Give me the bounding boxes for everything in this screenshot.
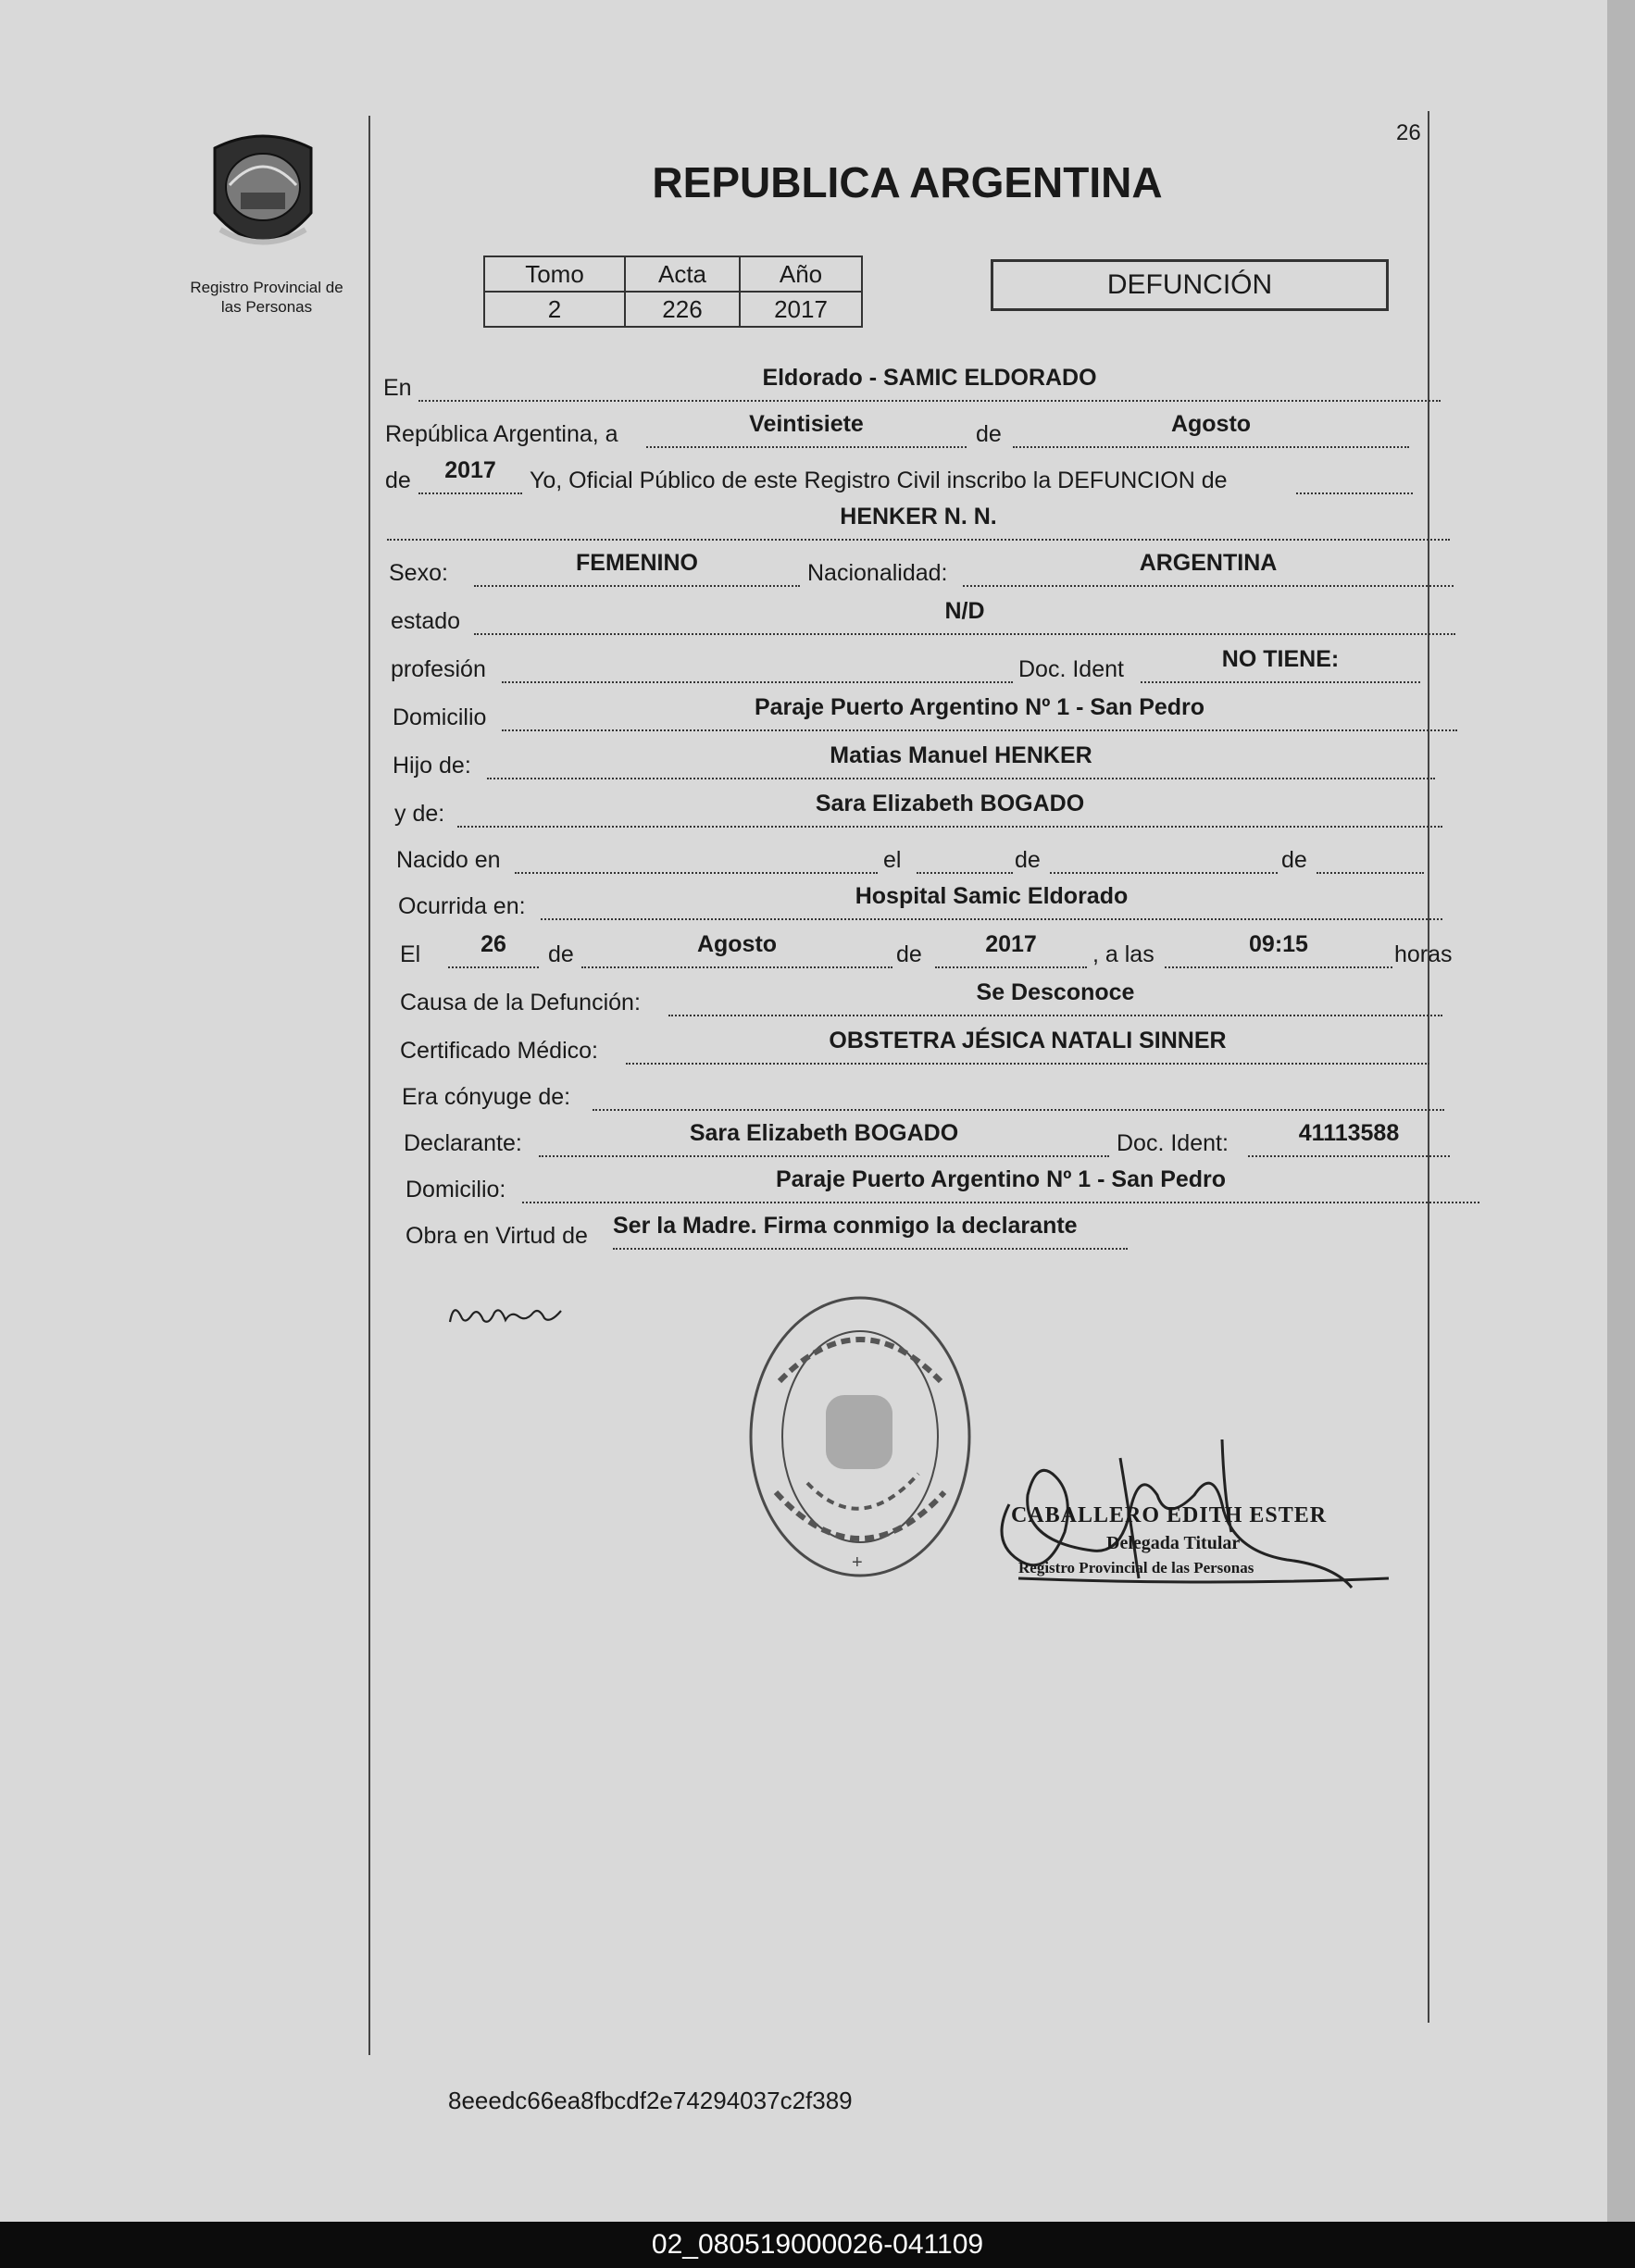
tomo-header: Tomo (484, 256, 625, 292)
nacido-el-label: el (883, 847, 902, 873)
row-domicilio (0, 694, 1635, 735)
record-table-value-row (484, 292, 862, 327)
nacido-label: Nacido en (396, 847, 501, 873)
anio-value: 2017 (740, 292, 862, 327)
nacido-dia-field (917, 837, 1013, 874)
obra-label: Obra en Virtud de (406, 1223, 588, 1249)
causa-field: Se Desconoce (668, 979, 1442, 1016)
day-words-field: Veintisiete (646, 411, 967, 448)
nacido-anio-field (1317, 837, 1424, 874)
alas-label: , a las (1092, 941, 1154, 967)
tomo-value: 2 (484, 292, 625, 327)
registry-stamp (743, 1289, 978, 1585)
month-field: Agosto (1013, 411, 1409, 448)
death-time-field: 09:15 (1165, 931, 1392, 968)
row-deceased-name (0, 504, 1635, 544)
row-hijo-de (0, 742, 1635, 783)
death-month-field: Agosto (581, 931, 892, 968)
domicilio-field: Paraje Puerto Argentino Nº 1 - San Pedro (502, 694, 1457, 731)
row-domicilio2 (0, 1166, 1635, 1207)
official-org: Registro Provincial de las Personas (1018, 1559, 1254, 1576)
nacido-de1-label: de (1015, 847, 1041, 873)
hijo-de-label: Hijo de: (393, 753, 471, 779)
registry-label-line1: Registro Provincial de (190, 279, 343, 296)
nacido-de2-label: de (1281, 847, 1307, 873)
row-republica (0, 411, 1635, 452)
domicilio2-field: Paraje Puerto Argentino Nº 1 - San Pedro (522, 1166, 1479, 1203)
death-year-field: 2017 (935, 931, 1087, 968)
death-de2-label: de (896, 941, 922, 967)
row-obra (0, 1213, 1635, 1253)
acta-header: Acta (625, 256, 740, 292)
registry-label-line2: las Personas (220, 298, 313, 316)
conyuge-field (593, 1074, 1444, 1111)
hijo-de-field: Matias Manuel HENKER (487, 742, 1435, 779)
nacionalidad-label: Nacionalidad: (807, 560, 948, 586)
deceased-name-field: HENKER N. N. (387, 504, 1450, 541)
certificado-label: Certificado Médico: (400, 1038, 598, 1064)
row-statement (0, 457, 1635, 498)
row-ocurrida (0, 883, 1635, 924)
row-certificado (0, 1028, 1635, 1068)
domicilio2-label: Domicilio: (406, 1177, 506, 1203)
nacido-en-field (515, 837, 878, 874)
nacido-mes-field (1050, 837, 1278, 874)
el-label: El (400, 941, 421, 967)
statement-text: Yo, Oficial Público de este Registro Civil inscribo la DEFUNCION de (530, 467, 1228, 493)
year-prefix-label: de (385, 467, 411, 493)
year-field: 2017 (418, 457, 522, 494)
profesion-label: profesión (391, 656, 486, 682)
declarante-field: Sara Elizabeth BOGADO (539, 1120, 1109, 1157)
row-conyuge (0, 1078, 1635, 1115)
ocurrida-field: Hospital Samic Eldorado (541, 883, 1442, 920)
row-fecha-hora (0, 931, 1635, 972)
record-table (483, 255, 863, 328)
y-de-field: Sara Elizabeth BOGADO (457, 791, 1442, 828)
row-declarante (0, 1120, 1635, 1161)
en-label: En (383, 375, 412, 401)
document-hash: 8eeedc66ea8fbcdf2e74294037c2f389 (448, 2087, 853, 2114)
row-y-de (0, 791, 1635, 831)
official-role: Delegada Titular (1106, 1533, 1241, 1553)
page-number: 26 (1396, 120, 1421, 145)
statement-trail-field (1296, 457, 1413, 494)
svg-text:+: + (852, 1552, 863, 1573)
row-sexo (0, 550, 1635, 591)
estado-label: estado (391, 608, 461, 634)
row-estado (0, 598, 1635, 639)
row-en (0, 365, 1635, 405)
sexo-field: FEMENINO (474, 550, 800, 587)
record-table-header-row (484, 256, 862, 292)
official-name: CABALLERO EDITH ESTER (1011, 1503, 1328, 1527)
declarante-doc-label: Doc. Ident: (1117, 1130, 1229, 1156)
row-profesion (0, 646, 1635, 687)
horas-label: horas (1394, 941, 1453, 967)
registry-label (174, 278, 359, 317)
declarante-doc-field: 41113588 (1248, 1120, 1450, 1157)
profesion-field (502, 646, 1013, 683)
en-field: Eldorado - SAMIC ELDORADO (418, 365, 1441, 402)
doc-ident-label: Doc. Ident (1018, 656, 1124, 682)
nacionalidad-field: ARGENTINA (963, 550, 1454, 587)
declarant-signature (444, 1289, 583, 1335)
anio-header: Año (740, 256, 862, 292)
file-label: 02_080519000026-041109 (651, 2229, 984, 2260)
conyuge-label: Era cónyuge de: (402, 1084, 571, 1110)
estado-field: N/D (474, 598, 1455, 635)
death-day-field: 26 (448, 931, 539, 968)
y-de-label: y de: (394, 801, 445, 827)
ocurrida-label: Ocurrida en: (398, 893, 526, 919)
sexo-label: Sexo: (389, 560, 448, 586)
document-title: REPUBLICA ARGENTINA (652, 158, 1163, 206)
record-type-box: DEFUNCIÓN (991, 259, 1389, 311)
row-causa (0, 979, 1635, 1020)
file-label-bar (0, 2222, 1635, 2268)
causa-label: Causa de la Defunción: (400, 990, 641, 1016)
certificado-field: OBSTETRA JÉSICA NATALI SINNER (626, 1028, 1429, 1065)
republica-label: República Argentina, a (385, 421, 618, 447)
domicilio-label: Domicilio (393, 704, 487, 730)
declarante-label: Declarante: (404, 1130, 522, 1156)
death-de1-label: de (548, 941, 574, 967)
de-label: de (976, 421, 1002, 447)
row-nacido (0, 841, 1635, 878)
acta-value: 226 (625, 292, 740, 327)
doc-ident-field: NO TIENE: (1141, 646, 1420, 683)
obra-field: Ser la Madre. Firma conmigo la declarante (613, 1213, 1128, 1250)
